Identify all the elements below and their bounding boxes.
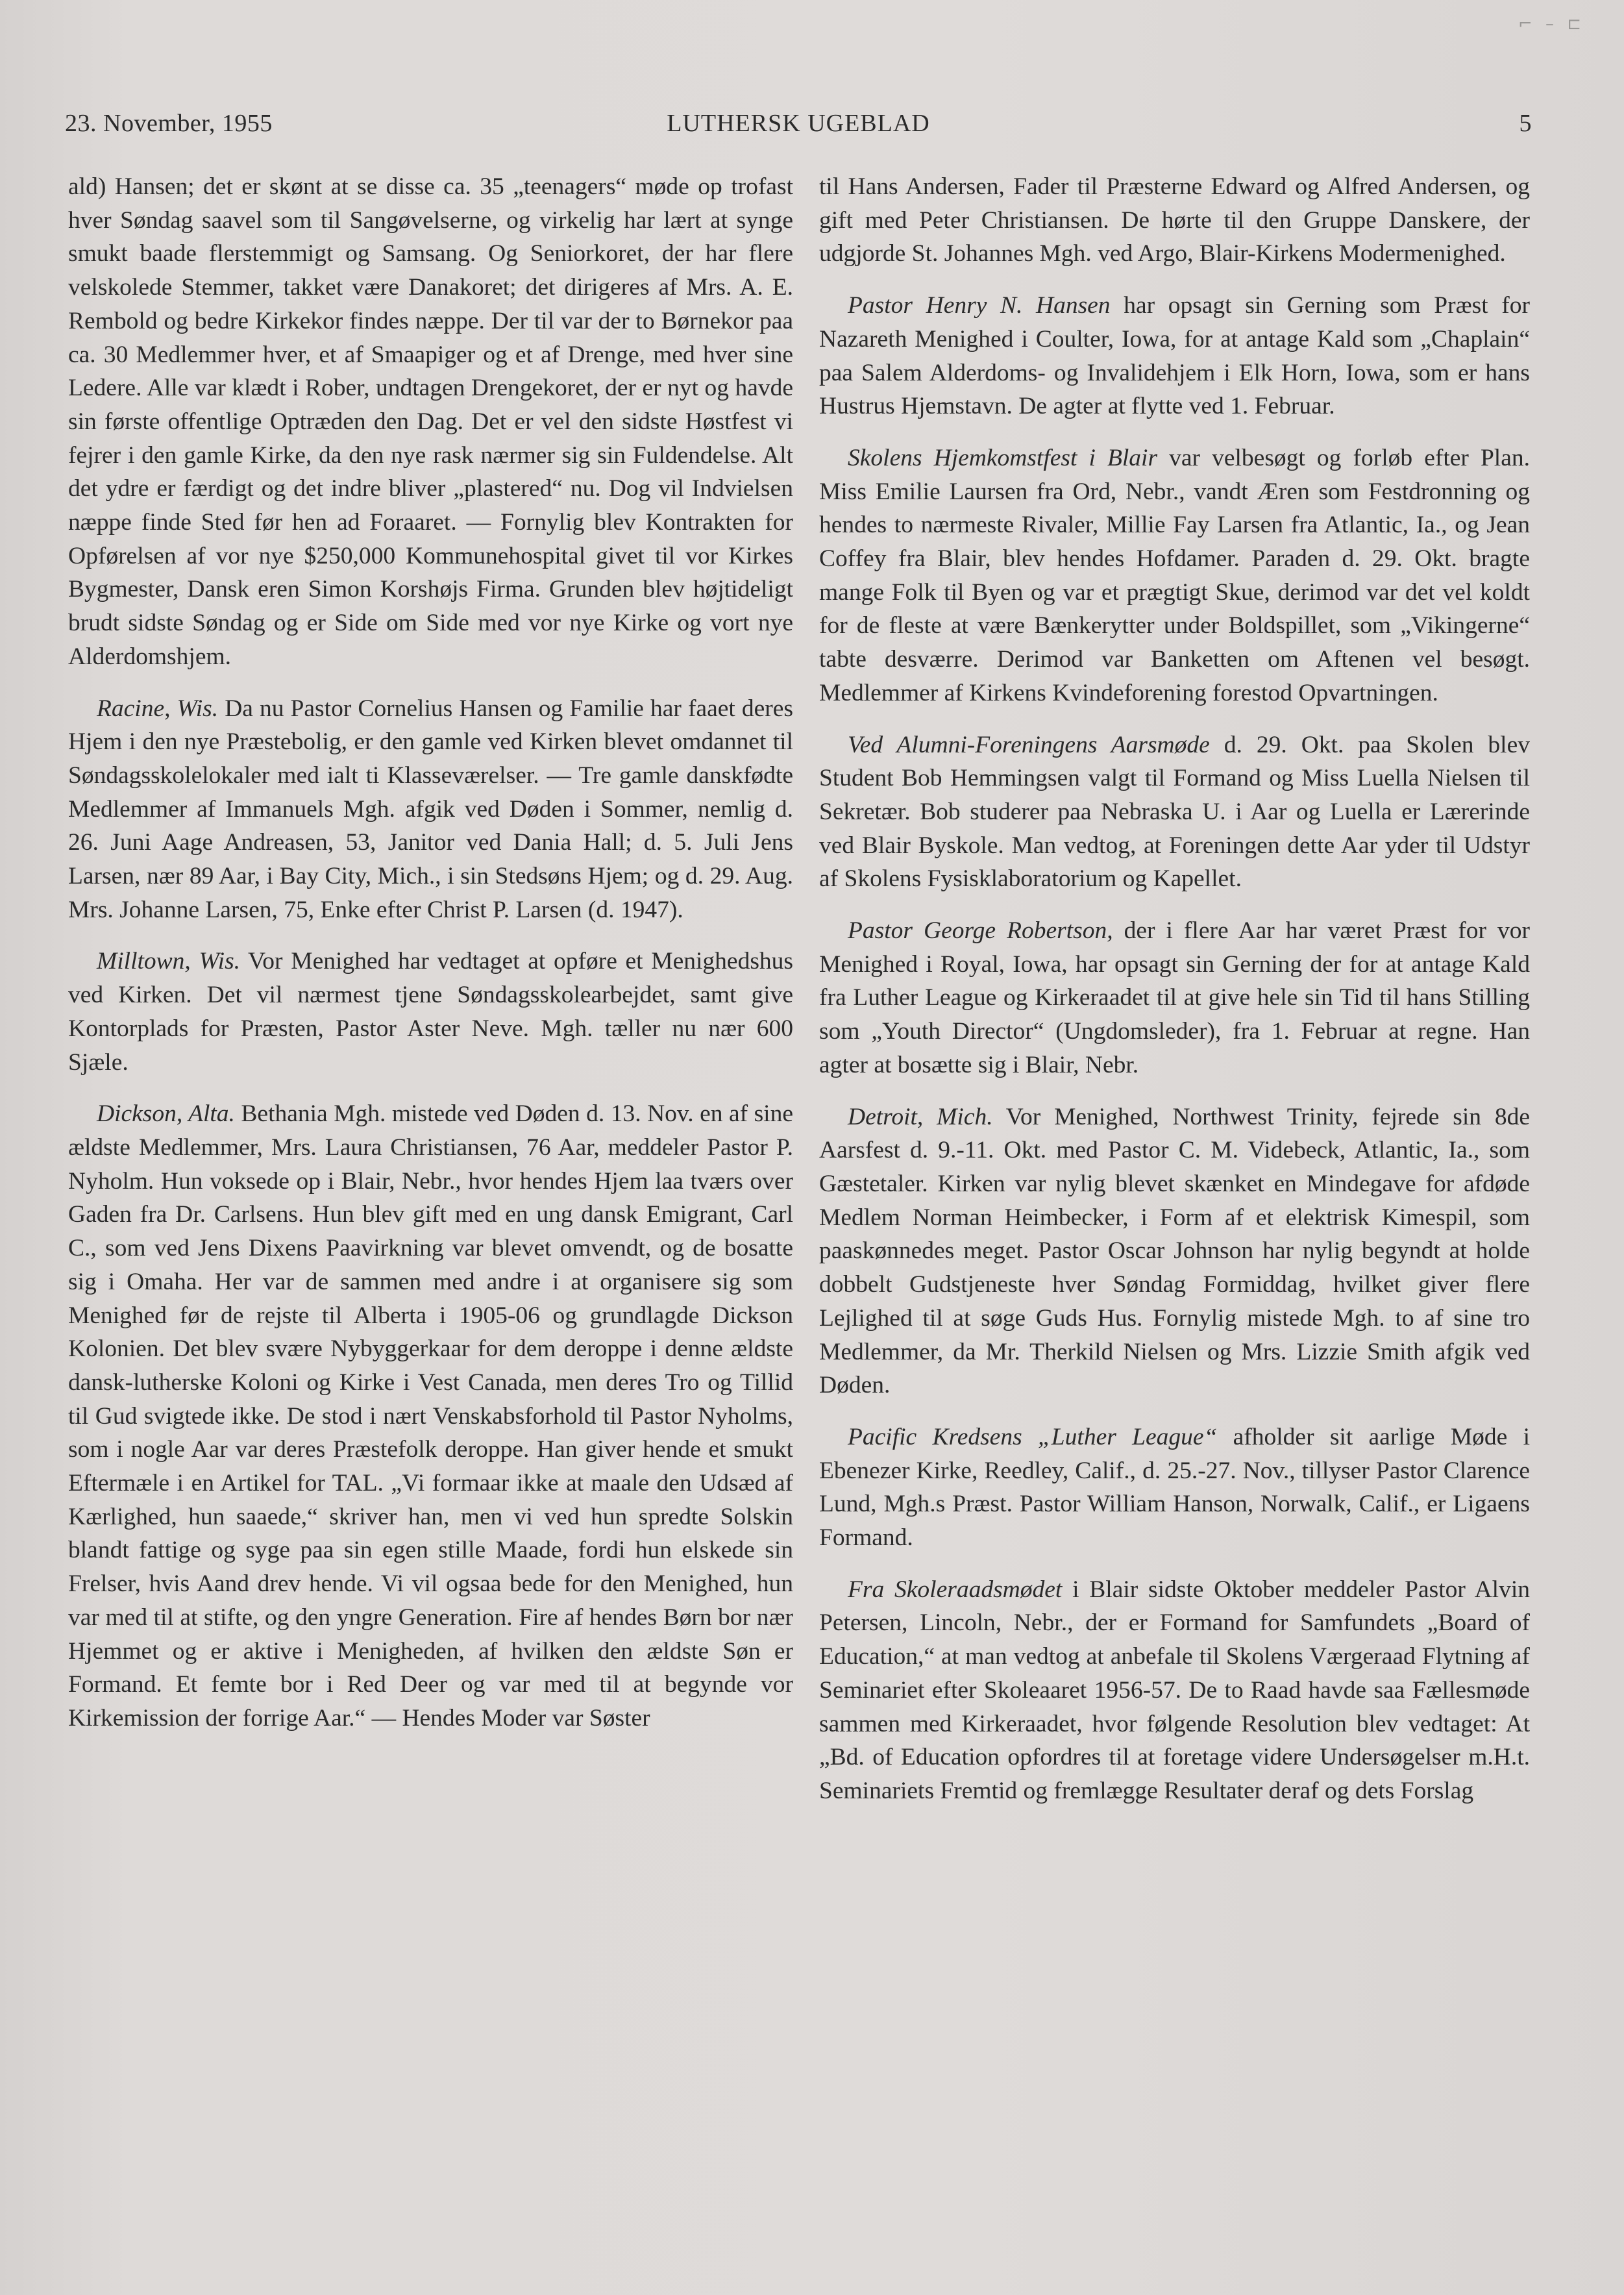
article-heading: Pastor Henry N. Hansen — [848, 292, 1111, 319]
article-pacific — [819, 1420, 1530, 1555]
article-text: Vor Menighed har vedtaget at opføre et Menighedshus ved Kirken. Det vil nærmest tjene Søndagsskolearbejdet, samt give Kontorplads for Præsten, Pastor Aster Neve. Mgh. tæller nu nær 600 Sjæle. — [68, 948, 793, 1076]
corner-mark: ⌐ – ⊏ — [1518, 14, 1585, 34]
article-continued — [68, 170, 793, 674]
page-header — [65, 109, 1532, 142]
article-heading: Dickson, Alta. — [97, 1100, 235, 1128]
article-text: Da nu Pastor Cornelius Hansen og Familie har faaet deres Hjem i den nye Præstebolig, er den gamle ved Kirken blevet omdannet til Søndagsskolelokaler med ialt ti Klasseværelser. — Tre gamle danskfødte Medlemmer af Immanuels Mgh. afgik ved Døden i Sommer, nemlig d. 26. Juni Aage Andreasen, 53, Janitor ved Dania Hall; d. 5. Juli Jens Larsen, nær 89 Aar, i Bay City, Mich., i sin Stedsøns Hjem; og d. 29. Aug. Mrs. Johanne Larsen, 75, Enke efter Christ P. Larsen (d. 1947). — [68, 695, 793, 923]
article-text: der i flere Aar har været Præst for vor Menighed i Royal, Iowa, har opsagt sin Gerning der for at antage Kald fra Luther League og Kirkeraadet til at give hele sin Tid til hans Stilling som „Youth Director“ (Ungdomsleder), fra 1. Februar at regne. Han agter at bosætte sig i Blair, Nebr. — [819, 917, 1531, 1078]
article-heading: Ved Alumni-Foreningens Aarsmøde — [848, 731, 1210, 758]
article-heading: Skolens Hjemkomstfest i Blair — [848, 444, 1158, 471]
article-text: ald) Hansen; det er skønt at se disse ca. 35 „teenagers“ møde op trofast hver Søndag saavel som til Sangøvelserne, og virkelig har lært at synge smukt baade flerstemmigt og Samsang. Og Seniorkoret, der har flere velskolede Stemmer, takket være Danakoret; det dirigeres af Mrs. A. E. Rembold og bedre Kirkekor findes næppe. Der til var der to Børnekor paa ca. 30 Medlemmer hver, et af Smaapiger og et af Drenge, med hver sine Ledere. Alle var klædt i Rober, undtagen Drengekoret, der er nyt og havde sin første offentlige Optræden den Dag. Det er vel den sidste Høstfest vi fejrer i den gamle Kirke, da den nye rask nærmer sig sin Fuldendelse. Alt det ydre er færdigt og det indre bliver „plastered“ nu. Dog vil Indvielsen næppe finde Sted før hen ad Foraaret. — Fornylig blev Kontrakten for Opførelsen af vor nye $250,000 Kommunehospital givet til vor Kirkes Bygmester, Dansk eren Simon Korshøjs Firma. Grunden blev højtideligt brudt sidste Søndag og er Side om Side med vor nye Kirke og vort nye Alderdomshjem. — [68, 173, 793, 670]
article-text: var velbesøgt og forløb efter Plan. Miss Emilie Laursen fra Ord, Nebr., vandt Æren som Festdronning og hendes to nærmeste Rivaler, Millie Fay Larsen fra Atlantic, Ia., og Jean Coffey fra Blair, blev hendes Hofdamer. Paraden d. 29. Okt. bragte mange Folk til Byen og var et prægtigt Skue, derimod var det vel koldt for de fleste at være Bænkerytter under Boldspillet, som „Vikingerne“ tabte desværre. Derimod var Banketten om Aftenen vel besøgt. Medlemmer af Kirkens Kvindeforening forestod Opvartningen. — [819, 444, 1530, 706]
article-skoleraad — [819, 1573, 1530, 1808]
article-heading: Milltown, Wis. — [97, 948, 241, 975]
article-detroit — [819, 1100, 1530, 1402]
right-column — [819, 170, 1530, 1826]
article-heading: Racine, Wis. — [97, 695, 219, 722]
article-alumni — [819, 728, 1530, 897]
left-column — [68, 170, 793, 1754]
article-text: d. 29. Okt. paa Skolen blev Student Bob Hemmingsen valgt til Formand og Miss Luella Nielsen til Sekretær. Bob studerer paa Nebraska U. i Aar og Luella er Lærerinde ved Blair Byskole. Man vedtog, at Foreningen dette Aar yder til Udstyr af Skolens Fysisklaboratorium og Kapellet. — [819, 731, 1530, 893]
article-text: Vor Menighed, Northwest Trinity, fejrede sin 8de Aarsfest d. 9.-11. Okt. med Pastor C. M. Videbeck, Atlantic, Ia., som Gæstetaler. Kirken var nylig blevet skænket en Mindegave for afdøde Medlem Norman Heimbecker, i Form af et elektrisk Kimespil, som paaskønnedes meget. Pastor Oscar Johnson har nylig begyndt at holde dobbelt Gudstjeneste hver Søndag Formiddag, hvilket giver flere Lejlighed til at søge Guds Hus. Fornylig mistede Mgh. to af sine tro Medlemmer, da Mr. Therkild Nielsen og Mrs. Lizzie Smith afgik ved Døden. — [819, 1103, 1530, 1399]
article-robertson — [819, 914, 1530, 1082]
article-text: har opsagt sin Gerning som Præst for Nazareth Menighed i Coulter, Iowa, for at antage Kald som „Chaplain“ paa Salem Alderdoms- og Invalidehjem i Elk Horn, Iowa, som er hans Hustrus Hjemstavn. De agter at flytte ved 1. Februar. — [819, 292, 1530, 420]
article-homecoming — [819, 441, 1530, 710]
article-text: Bethania Mgh. mistede ved Døden d. 13. Nov. en af sine ældste Medlemmer, Mrs. Laura Christiansen, 76 Aar, meddeler Pastor P. Nyholm. Hun voksede op i Blair, Nebr., hvor hendes Hjem laa tværs over Gaden fra Dr. Carlsens. Hun blev gift med en ung dansk Emigrant, Carl C., som ved Jens Dixens Paavirkning var blevet omvendt, og de bosatte sig i Omaha. Her var de sammen med andre i at organisere sig som Menighed før de rejste til Alberta i 1905-06 og grundlagde Dickson Kolonien. Det blev svære Nybyggerkaar for dem deroppe i denne ældste dansk-lutherske Koloni og Kirke i Vest Canada, men deres Tro og Tillid til Gud svigtede ikke. De stod i nært Venskabsforhold til Pastor Nyholms, som i nogle Aar var deres Præstefolk deroppe. Han giver hende et smukt Eftermæle i en Artikel for TAL. „Vi formaar ikke at maale den Udsæd af Kærlighed, hun saaede,“ skriver han, men vi ved hun spredte Solskin blandt fattige og syge paa sin egen stille Maade, fordi hun elskede sin Frelser, hvis Aand drev hende. Vi vil ogsaa bede for den Menighed, hun var med til at stifte, og den yngre Generation. Fire af hendes Børn bor nær Hjemmet og er aktive i Menigheden, af hvilken den ældste Søn er Formand. Et femte bor i Red Deer og var med til at begynde vor Kirkemission der forrige Aar.“ — Hendes Moder var Søster — [68, 1100, 793, 1731]
article-heading: Detroit, Mich. — [848, 1103, 993, 1130]
issue-date: 23. November, 1955 — [65, 110, 273, 137]
article-milltown — [68, 945, 793, 1079]
article-heading: Pastor George Robertson, — [848, 917, 1113, 945]
article-hansen — [819, 289, 1530, 423]
article-continued — [819, 170, 1530, 271]
article-heading: Fra Skoleraadsmødet — [848, 1576, 1063, 1603]
article-text: i Blair sidste Oktober meddeler Pastor Alvin Petersen, Lincoln, Nebr., der er Formand for Samfundets „Board of Education,“ at man vedtog at anbefale til Skolens Værgeraad Flytning af Seminariet efter Skoleaaret 1956-57. De to Raad havde saa Fællesmøde sammen med Kirkeraadet, hvor følgende Resolution blev vedtaget: At „Bd. of Education opfordres til at foretage videre Undersøgelser m.H.t. Seminariets Fremtid og fremlægge Resultater deraf og dets Forslag — [819, 1576, 1530, 1804]
article-text: til Hans Andersen, Fader til Præsterne Edward og Alfred Andersen, og gift med Peter Christiansen. De hørte til den Gruppe Danskere, der udgjorde St. Johannes Mgh. ved Argo, Blair-Kirkens Modermenighed. — [819, 173, 1530, 267]
article-heading: Pacific Kredsens „Luther League“ — [848, 1423, 1218, 1450]
article-dickson — [68, 1097, 793, 1735]
publication-title: LUTHERSK UGEBLAD — [667, 110, 930, 137]
article-racine — [68, 692, 793, 927]
page-number: 5 — [1519, 110, 1532, 137]
article-text: afholder sit aarlige Møde i Ebenezer Kirke, Reedley, Calif., d. 25.-27. Nov., tillyser Pastor Clarence Lund, Mgh.s Præst. Pastor William Hanson, Norwalk, Calif., er Ligaens Formand. — [819, 1423, 1530, 1552]
